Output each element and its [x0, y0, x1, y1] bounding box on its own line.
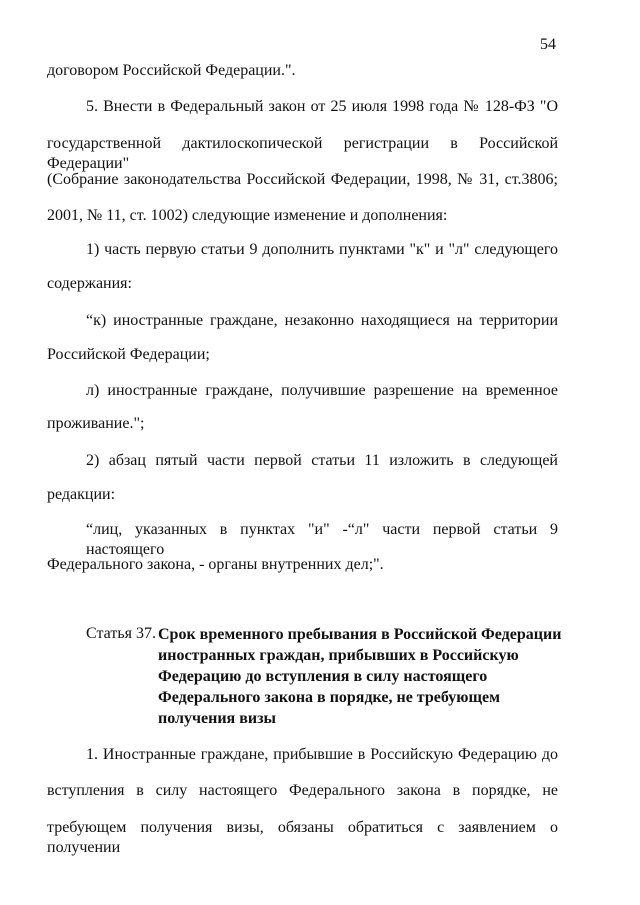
article-title-line: получения визы	[158, 710, 276, 727]
text-line: 5. Внести в Федеральный закон от 25 июля 1998 года № 128-ФЗ "О	[86, 98, 558, 115]
text-line: Федерального закона, - органы внутренних дел;".	[47, 556, 384, 573]
text-line: 2001, № 11, ст. 1002) следующие изменение и дополнения:	[47, 207, 448, 224]
text-line: 2) абзац пятый части первой статьи 11 изложить в следующей	[86, 452, 558, 469]
text-line: договором Российской Федерации.".	[47, 62, 296, 79]
text-line: требующем получения визы, обязаны обратиться с заявлением о получении	[47, 819, 558, 856]
text-line: проживание.";	[47, 415, 145, 432]
text-line: (Собрание законодательства Российской Федерации, 1998, № 31, ст.3806;	[47, 171, 558, 188]
text-line: “лиц, указанных в пунктах "и" -“л" части первой статьи 9 настоящего	[86, 521, 558, 558]
text-line: Российской Федерации;	[47, 346, 210, 363]
text-line: государственной дактилоскопической регистрации в Российской Федерации"	[47, 135, 558, 172]
text-line: содержания:	[47, 275, 132, 292]
text-line: вступления в силу настоящего Федерального закона в порядке, не	[47, 782, 558, 799]
article-title-line: Федерального закона в порядке, не требующем	[158, 689, 500, 706]
article-title-line: Срок временного пребывания в Российской Федерации	[158, 626, 562, 643]
page-number: 54	[540, 36, 556, 53]
text-line: “к) иностранные граждане, незаконно находящиеся на территории	[86, 312, 558, 329]
text-line: 1) часть первую статьи 9 дополнить пунктами "к" и "л" следующего	[86, 241, 558, 258]
text-line: 1. Иностранные граждане, прибывшие в Российскую Федерацию до	[86, 746, 558, 763]
text-line: л) иностранные граждане, получившие разрешение на временное	[86, 382, 558, 399]
article-title-line: Федерацию до вступления в силу настоящего	[158, 668, 488, 685]
text-line: редакции:	[47, 486, 116, 503]
article-label: Статья 37.	[86, 625, 156, 642]
article-title-line: иностранных граждан, прибывших в Российскую	[158, 647, 519, 664]
